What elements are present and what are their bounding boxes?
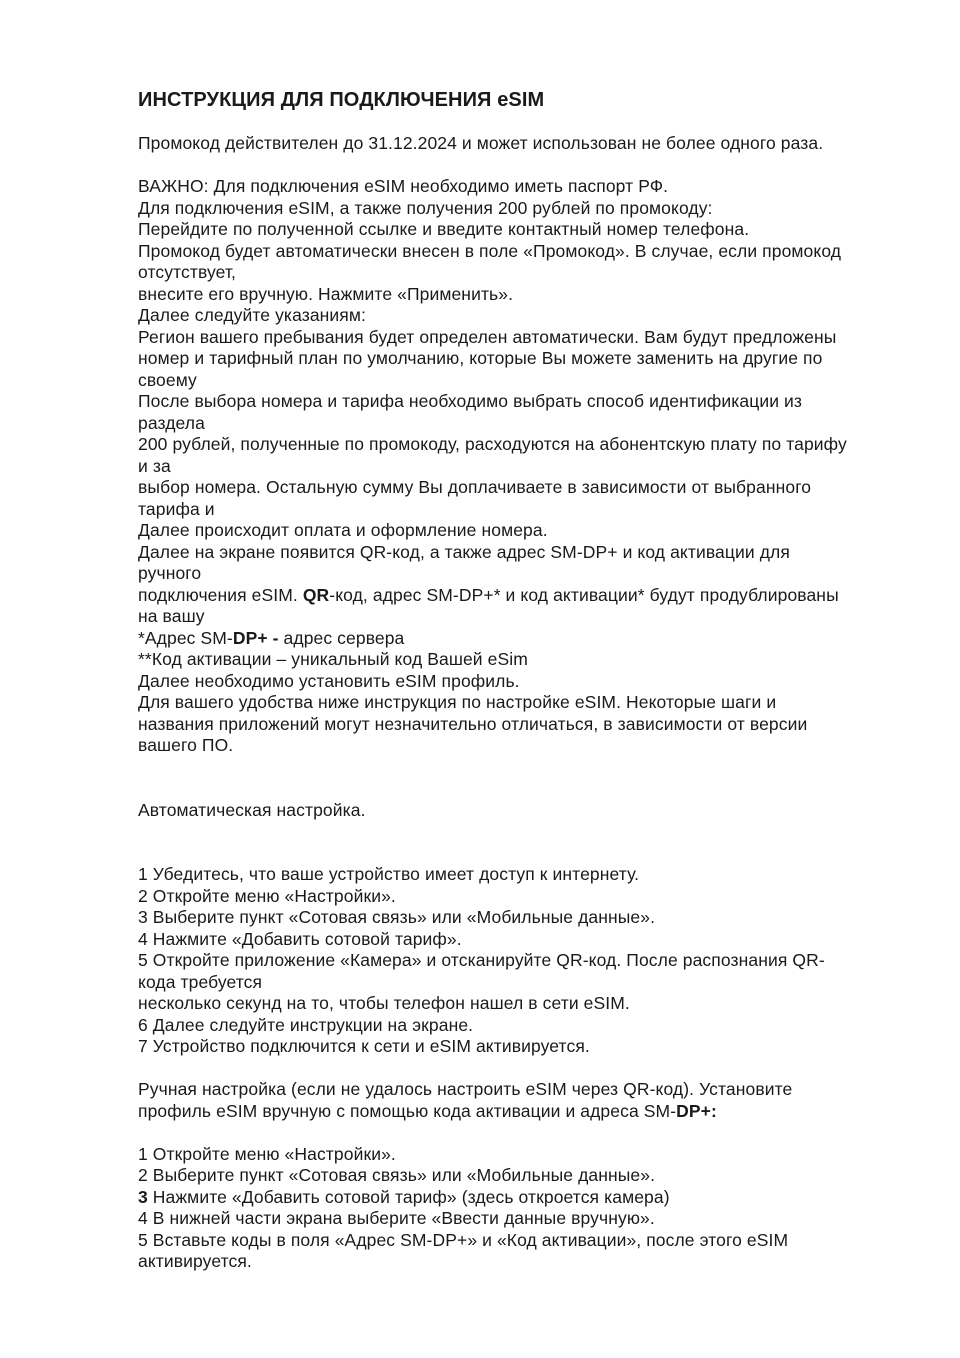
text-segment: Далее на экране появится QR-код, а также адрес SM-DP+ и код активации для	[138, 541, 790, 562]
text-line	[138, 1122, 913, 1144]
text-segment: ИНСТРУКЦИЯ ДЛЯ ПОДКЛЮЧЕНИЯ eSIM	[138, 89, 545, 111]
text-segment: отсутствует,	[138, 262, 237, 282]
text-line	[138, 628, 913, 650]
text-segment: 2 Выберите пункт «Сотовая связь» или «Мобильные данные».	[138, 1165, 656, 1185]
text-segment: После выбора номера и тарифа необходимо выбрать способ идентификации из	[138, 391, 803, 411]
text-segment: 2 Откройте меню «Настройки».	[138, 885, 396, 906]
text-line	[138, 1208, 913, 1230]
text-line	[138, 757, 913, 779]
text-line	[138, 563, 913, 585]
text-line	[138, 477, 913, 499]
text-segment: ВАЖНО: Для подключения eSIM необходимо иметь паспорт РФ.	[138, 176, 669, 196]
text-segment: DP+:	[676, 1100, 717, 1121]
text-line	[138, 843, 913, 865]
text-segment: Перейдите по полученной ссылке и введите контактный номер телефона.	[138, 219, 750, 239]
text-segment: 3	[138, 1186, 148, 1207]
text-line	[138, 800, 913, 822]
text-line	[138, 585, 913, 607]
text-segment: **Код активации – уникальный код Вашей eSim	[138, 649, 528, 669]
text-segment: -код, адрес SM-DP+* и код активации* будут продублированы	[329, 584, 839, 605]
text-segment: выбор номера. Остальную сумму Вы доплачиваете в зависимости от выбранного	[138, 477, 812, 497]
text-segment: Далее следуйте указаниям:	[138, 305, 366, 325]
text-segment: 5 Вставьте коды в поля «Адрес SM-DP+» и «Код активации», после этого eSIM	[138, 1229, 789, 1250]
text-segment: Далее необходимо установить eSIM профиль.	[138, 670, 520, 691]
text-segment: 6 Далее следуйте инструкции на экране.	[138, 1014, 474, 1035]
text-line	[138, 1058, 913, 1080]
text-segment: подключения eSIM.	[138, 584, 303, 605]
text-line	[138, 606, 913, 628]
text-segment: DP+ -	[232, 627, 279, 648]
text-segment: названия приложений могут незначительно отличаться, в зависимости от версии	[138, 713, 808, 734]
text-line	[138, 413, 913, 435]
text-segment: 7 Устройство подключится к сети и eSIM активируется.	[138, 1036, 590, 1056]
text-line	[138, 692, 913, 714]
document-text-block	[138, 90, 913, 1273]
text-segment: своему	[138, 369, 197, 390]
text-line	[138, 671, 913, 693]
text-segment: Нажмите «Добавить сотовой тариф» (здесь откроется камера)	[147, 1186, 670, 1207]
text-line	[138, 456, 913, 478]
text-line	[138, 1187, 913, 1209]
text-line	[138, 241, 913, 263]
text-segment: тарифа и	[138, 498, 215, 519]
text-line	[138, 993, 913, 1015]
text-line	[138, 972, 913, 994]
text-segment: QR	[302, 584, 330, 605]
text-line	[138, 1144, 913, 1166]
text-line	[138, 176, 913, 198]
text-line	[138, 864, 913, 886]
document-title	[138, 90, 913, 112]
text-line	[138, 219, 913, 241]
text-line	[138, 370, 913, 392]
text-line	[138, 348, 913, 370]
text-segment: активируется.	[138, 1251, 252, 1271]
text-segment: раздела	[138, 412, 205, 433]
text-segment: ручного	[138, 563, 202, 583]
text-segment: Промокод действителен до 31.12.2024 и может использован не более одного раза.	[138, 133, 824, 153]
text-segment: кода требуется	[138, 971, 263, 992]
text-line	[138, 391, 913, 413]
text-segment: Ручная настройка (если не удалось настроить eSIM через QR-код). Установите	[138, 1079, 793, 1099]
text-segment: Автоматическая настройка.	[138, 799, 366, 820]
text-line	[138, 434, 913, 456]
text-segment: 1 Откройте меню «Настройки».	[138, 1143, 396, 1164]
text-segment: внесите его вручную. Нажмите «Применить».	[138, 283, 514, 304]
text-segment: и за	[138, 455, 171, 476]
text-segment: адрес сервера	[278, 627, 405, 648]
text-line	[138, 542, 913, 564]
text-segment: Для вашего удобства ниже инструкция по настройке eSIM. Некоторые шаги и	[138, 692, 777, 712]
text-line	[138, 1165, 913, 1187]
text-line	[138, 1251, 913, 1273]
text-line	[138, 1230, 913, 1252]
text-line	[138, 305, 913, 327]
text-segment: вашего ПО.	[138, 735, 234, 755]
text-segment: *Адрес SM-	[138, 627, 233, 648]
text-segment: Регион вашего пребывания будет определен автоматически. Вам будут предложены	[138, 326, 837, 347]
text-line	[138, 284, 913, 306]
text-segment: профиль eSIM вручную с помощью кода активации и адреса SM-	[138, 1100, 677, 1121]
text-line	[138, 1079, 913, 1101]
text-segment: несколько секунд на то, чтобы телефон нашел в сети eSIM.	[138, 993, 630, 1013]
text-line	[138, 327, 913, 349]
text-segment: 1 Убедитесь, что ваше устройство имеет доступ к интернету.	[138, 864, 640, 884]
text-line	[138, 499, 913, 521]
text-line	[138, 778, 913, 800]
text-segment: Промокод будет автоматически внесен в поле «Промокод». В случае, если промокод	[138, 240, 842, 261]
text-segment: 5 Откройте приложение «Камера» и отсканируйте QR-код. После распознания QR-	[138, 950, 825, 970]
text-line	[138, 1015, 913, 1037]
text-line	[138, 112, 913, 134]
text-line	[138, 1101, 913, 1123]
text-line	[138, 886, 913, 908]
text-line	[138, 649, 913, 671]
text-line	[138, 520, 913, 542]
text-line	[138, 133, 913, 155]
text-line	[138, 155, 913, 177]
text-line	[138, 907, 913, 929]
text-segment: 3 Выберите пункт «Сотовая связь» или «Мобильные данные».	[138, 907, 656, 927]
text-line	[138, 929, 913, 951]
text-line	[138, 1036, 913, 1058]
text-line	[138, 714, 913, 736]
text-segment: 4 В нижней части экрана выберите «Ввести данные вручную».	[138, 1208, 655, 1228]
text-segment: на вашу	[138, 606, 205, 626]
text-segment: 4 Нажмите «Добавить сотовой тариф».	[138, 928, 462, 949]
text-line	[138, 198, 913, 220]
text-line	[138, 950, 913, 972]
text-segment: Для подключения eSIM, а также получения 200 рублей по промокоду:	[138, 197, 713, 218]
text-segment: номер и тарифный план по умолчанию, которые Вы можете заменить на другие по	[138, 348, 823, 368]
text-segment: 200 рублей, полученные по промокоду, расходуются на абонентскую плату по тарифу	[138, 434, 847, 454]
text-line	[138, 735, 913, 757]
text-line	[138, 821, 913, 843]
text-segment: Далее происходит оплата и оформление номера.	[138, 520, 548, 540]
text-line	[138, 262, 913, 284]
